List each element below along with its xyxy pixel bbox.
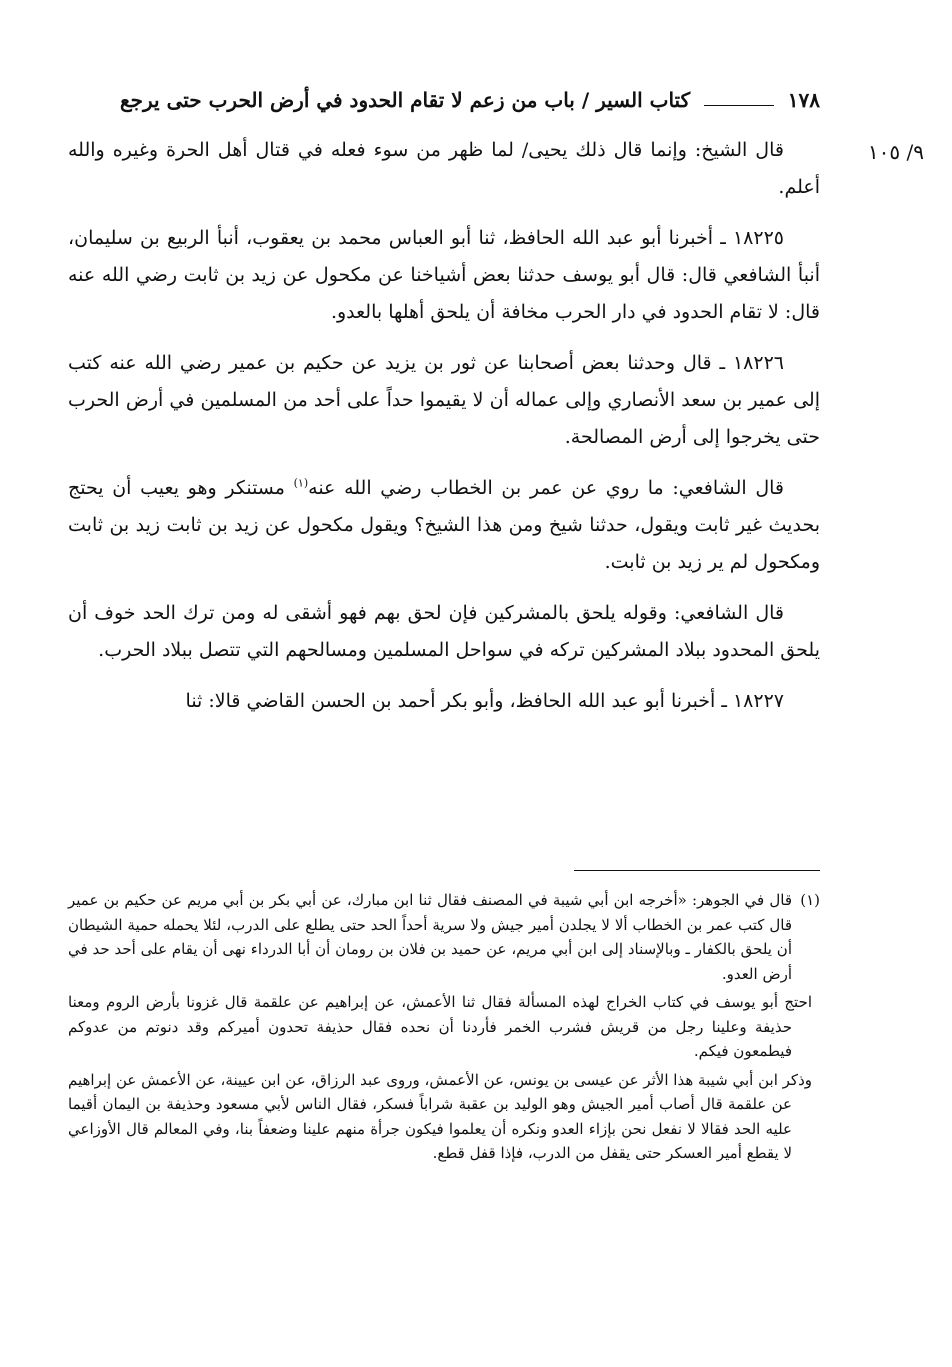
paragraph-shafii-comment-before: قال الشافعي: ما روي عن عمر بن الخطاب رضي الله عنه — [308, 477, 785, 499]
footnote-1-continuation-b: وذكر ابن أبي شيبة هذا الأثر عن عيسى بن يونس، عن الأعمش، وروى عبد الرزاق، عن ابن عيينة، عن الأعمش عن إبراهيم عن علقمة قال أصاب أمير الجيش وهو الوليد بن عقبة شراباً فسكر، فقال الناس لأبي مسعود وحذيفة بن اليمان أقيما عليه الحد فقالا لا نفعل نحن بإزاء العدو ونكره أن يعلموا فيكون جرأة منهم علينا وضعفاً بنا، وفي المعالم قال الأوزاعي لا يقطع أمير العسكر حتى يقفل من الدرب، فإذا قفل قطع. — [68, 1070, 812, 1162]
footnote-separator — [574, 870, 820, 871]
footnote-1-text: قال في الجوهر: «أخرجه ابن أبي شيبة في المصنف فقال ثنا ابن مبارك، عن أبي بكر بن أبي مريم عن حكيم بن عمير قال كتب عمر بن الخطاب ألا لا يجلدن أمير جيش ولا سرية أحداً الحد حتى يطلع على الدرب، لئلا يحمله حمية الشيطان أن يلحق بالكفار ـ وبالإسناد إلى ابن أبي مريم، عن حميد بن فلان بن رومان أن أبا الدرداء نهى أن يقام على أحد حد في أرض العدو. — [68, 891, 792, 983]
paragraph-shafii-saying: قال الشافعي: وقوله يلحق بالمشركين فإن لحق بهم فهو أشقى له ومن ترك الحد خوف أن يلحق المحدود ببلاد المشركين تركه في سواحل المسلمين ومسالحهم التي تتصل ببلاد الحرب. — [68, 602, 820, 661]
paragraph-shafii-comment — [68, 470, 820, 581]
footnote-marker[interactable]: (١) — [293, 476, 309, 490]
main-text — [68, 132, 820, 734]
paragraph-hadith-18225: ١٨٢٢٥ ـ أخبرنا أبو عبد الله الحافظ، ثنا أبو العباس محمد بن يعقوب، أنبأ الربيع بن سليمان، أنبأ الشافعي قال: قال أبو يوسف حدثنا بعض أشياخنا عن مكحول عن زيد بن ثابت رضي الله عنه قال: لا تقام الحدود في دار الحرب مخافة أن يلحق أهلها بالعدو. — [68, 227, 820, 323]
footnote-number: (١) — [800, 891, 820, 909]
paragraph-hadith-18227: ١٨٢٢٧ ـ أخبرنا أبو عبد الله الحافظ، وأبو بكر أحمد بن الحسن القاضي قالا: ثنا — [185, 690, 784, 712]
paragraph-sheikh-comment: قال الشيخ: وإنما قال ذلك يحيى/ لما ظهر من سوء فعله في قتال أهل الحرة وغيره والله أعلم. — [68, 139, 820, 198]
footnotes — [68, 888, 820, 1170]
paragraph-shafii-comment-after: مستنكر وهو يعيب أن يحتج بحديث غير ثابت ويقول، حدثنا شيخ ومن هذا الشيخ؟ ويقول مكحول عن زيد بن ثابت زيد بن ثابت ومكحول لم ير زيد بن ثابت. — [68, 477, 820, 573]
footnote-1 — [68, 888, 820, 986]
margin-reference: ٩/ ١٠٥ — [867, 140, 924, 164]
running-header — [120, 82, 820, 118]
page-number: ١٧٨ — [787, 88, 820, 112]
footnote-1-continuation-a: احتج أبو يوسف في كتاب الخراج لهذه المسألة فقال ثنا الأعمش، عن إبراهيم عن علقمة قال غزونا بأرض الروم ومعنا حذيفة وعلينا رجل من قريش فشرب الخمر فأردنا أن نحده فقال حذيفة تحدون أميركم وقد دنوتم من عدوكم فيطمعون فيكم. — [68, 993, 812, 1060]
header-rule — [704, 105, 774, 106]
header-title: كتاب السير / باب من زعم لا تقام الحدود في أرض الحرب حتى يرجع — [120, 88, 691, 112]
paragraph-hadith-18226: ١٨٢٢٦ ـ قال وحدثنا بعض أصحابنا عن ثور بن يزيد عن حكيم بن عمير رضي الله عنه كتب إلى عمير بن سعد الأنصاري وإلى عماله أن لا يقيموا حداً على أحد من المسلمين في أرض الحرب حتى يخرجوا إلى أرض المصالحة. — [68, 352, 821, 448]
